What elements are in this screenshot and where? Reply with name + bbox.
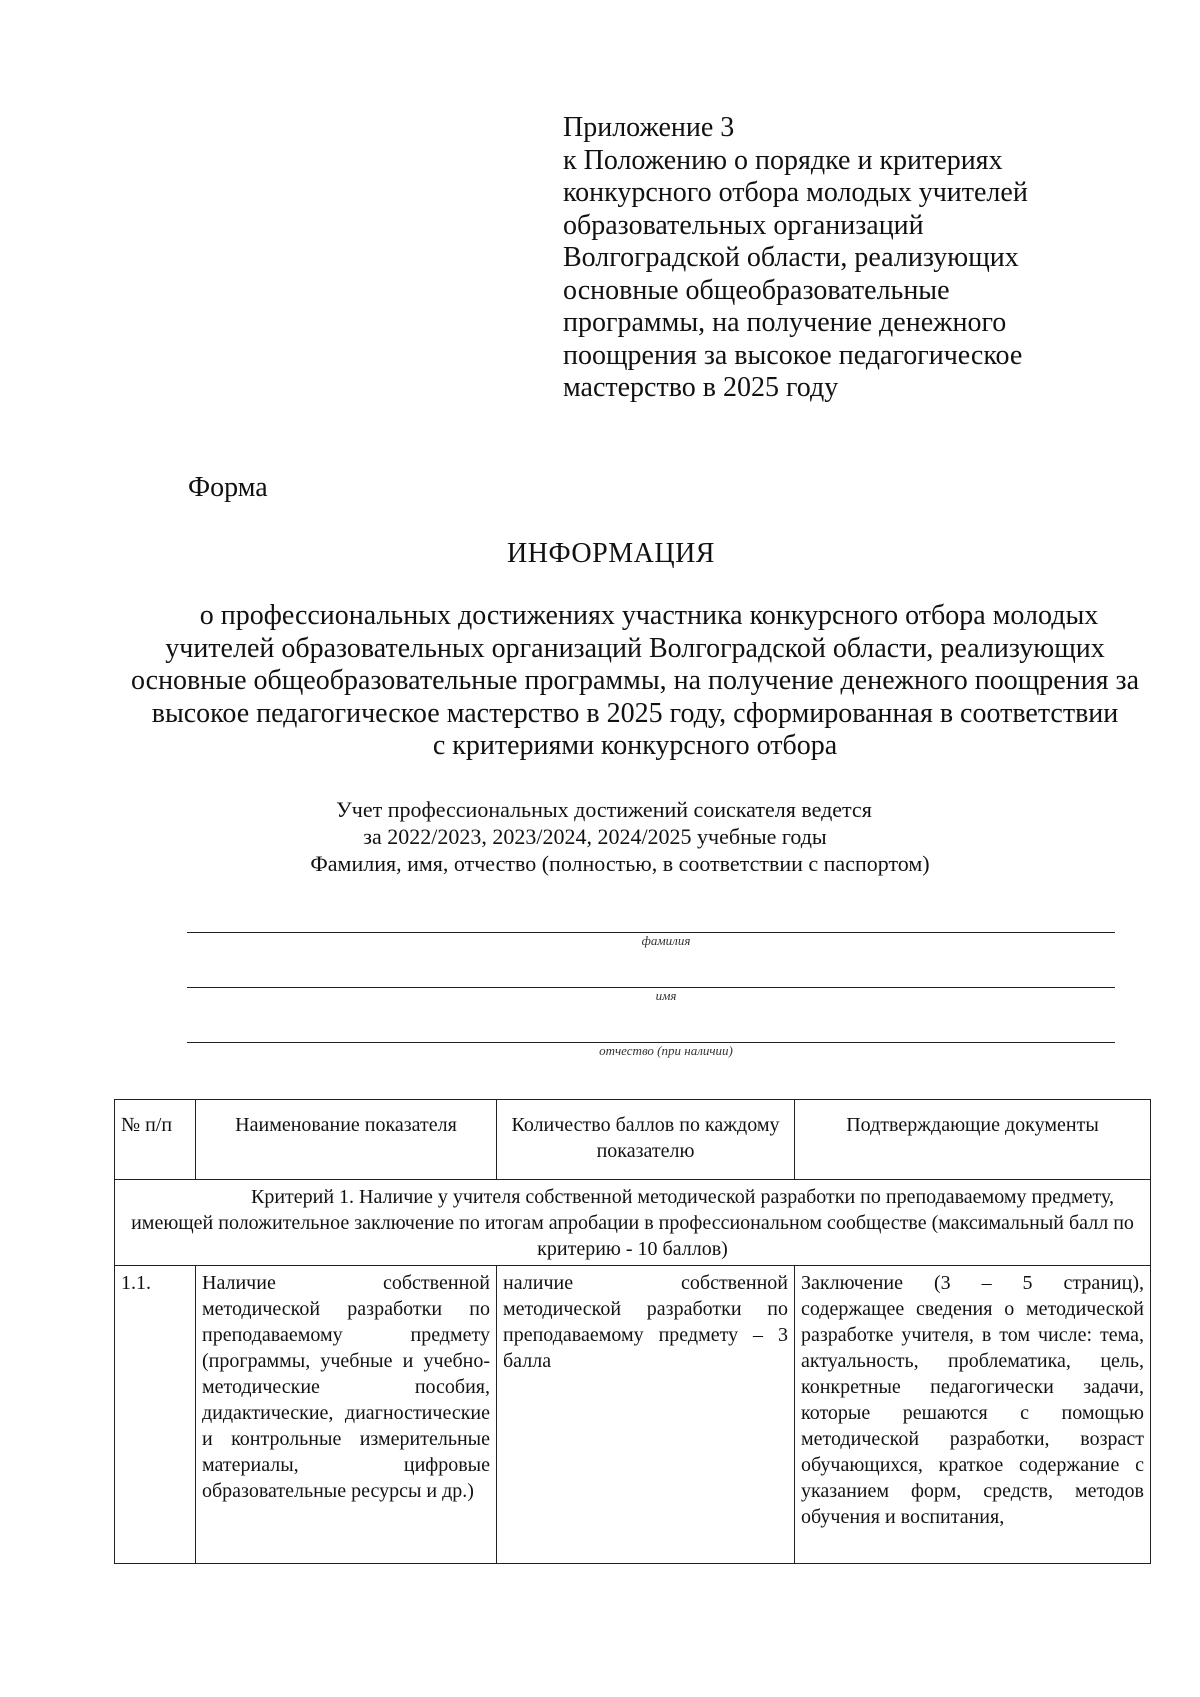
criterion-row (115, 1180, 1151, 1266)
appendix-line: мастерство в 2025 году (563, 372, 839, 403)
document-title-text: ИНФОРМАЦИЯ (507, 538, 715, 569)
appendix-block (563, 112, 1083, 405)
appendix-line: Волгоградской области, реализующих (563, 242, 1019, 273)
criterion-1-cell (115, 1180, 1151, 1266)
document-title (0, 538, 1200, 570)
accounting-note (0, 796, 1200, 877)
appendix-line: программы, на получение денежного (563, 307, 1007, 338)
note-line-2: за 2022/2023, 2023/2024, 2024/2025 учебные годы (363, 824, 827, 849)
header-documents: Подтверждающие документы (795, 1100, 1151, 1180)
appendix-line: конкурсного отбора молодых учителей (563, 177, 1028, 208)
row-indicator: Наличие собственной методической разработки по преподаваемому предмету (программы, учебные и учебно-методические пособия, дидактические, диагностические и контрольные измерительные материалы, цифровые образовательные ресурсы и др.) (196, 1266, 497, 1564)
criteria-table (114, 1099, 1151, 1564)
appendix-line: образовательных организаций (563, 209, 924, 241)
appendix-line: Приложение 3 (563, 112, 735, 143)
row-points: наличие собственной методической разработки по преподаваемому предмету – 3 балла (497, 1266, 795, 1564)
surname-caption: фамилия (641, 933, 691, 948)
row-number: 1.1. (115, 1266, 196, 1564)
document-subtitle (110, 600, 1160, 763)
header-indicator: Наименование показателя (196, 1100, 497, 1180)
subtitle-line: основные общеобразовательные программы, на получение денежного поощрения за (130, 665, 1140, 696)
appendix-line: основные общеобразовательные (563, 274, 950, 306)
subtitle-line: о профессиональных достижениях участника конкурсного отбора молодых (199, 600, 1099, 631)
subtitle-line: высокое педагогическое мастерство в 2025 году, сформированная в соответствии (151, 697, 1119, 729)
table-row (115, 1266, 1151, 1564)
subtitle-line: учителей образовательных организаций Волгоградской области, реализующих (165, 632, 1105, 664)
note-line-3: Фамилия, имя, отчество (полностью, в соответствии с паспортом) (310, 851, 930, 876)
criterion-1-text: Критерий 1. Наличие у учителя собственной методической разработки по преподаваемому предмету, имеющей положительное заключение по итогам апробации в профессиональном сообществе (максимальный балл по критерию - 10 баллов) (131, 1186, 1134, 1260)
note-line-1: Учет профессиональных достижений соискателя ведется (336, 797, 872, 822)
header-points: Количество баллов по каждому показателю (497, 1100, 795, 1180)
form-label: Форма (188, 472, 268, 503)
appendix-line: к Положению о порядке и критериях (563, 144, 1003, 176)
patronymic-caption: отчество (при наличии) (599, 1043, 733, 1058)
table-header-row (115, 1100, 1151, 1180)
name-caption: имя (655, 988, 677, 1003)
row-documents: Заключение (3 – 5 страниц), содержащее сведения о методической разработке учителя, в том числе: тема, актуальность, проблематика, цель, конкретные педагогически задачи, которые решаются с помощью методической разработки, возраст обучающихся, краткое содержание с указанием форм, средств, методов обучения и воспитания, (795, 1266, 1151, 1564)
subtitle-line: с критериями конкурсного отбора (432, 730, 838, 761)
appendix-line: поощрения за высокое педагогическое (563, 339, 1023, 371)
header-number: № п/п (115, 1100, 196, 1180)
